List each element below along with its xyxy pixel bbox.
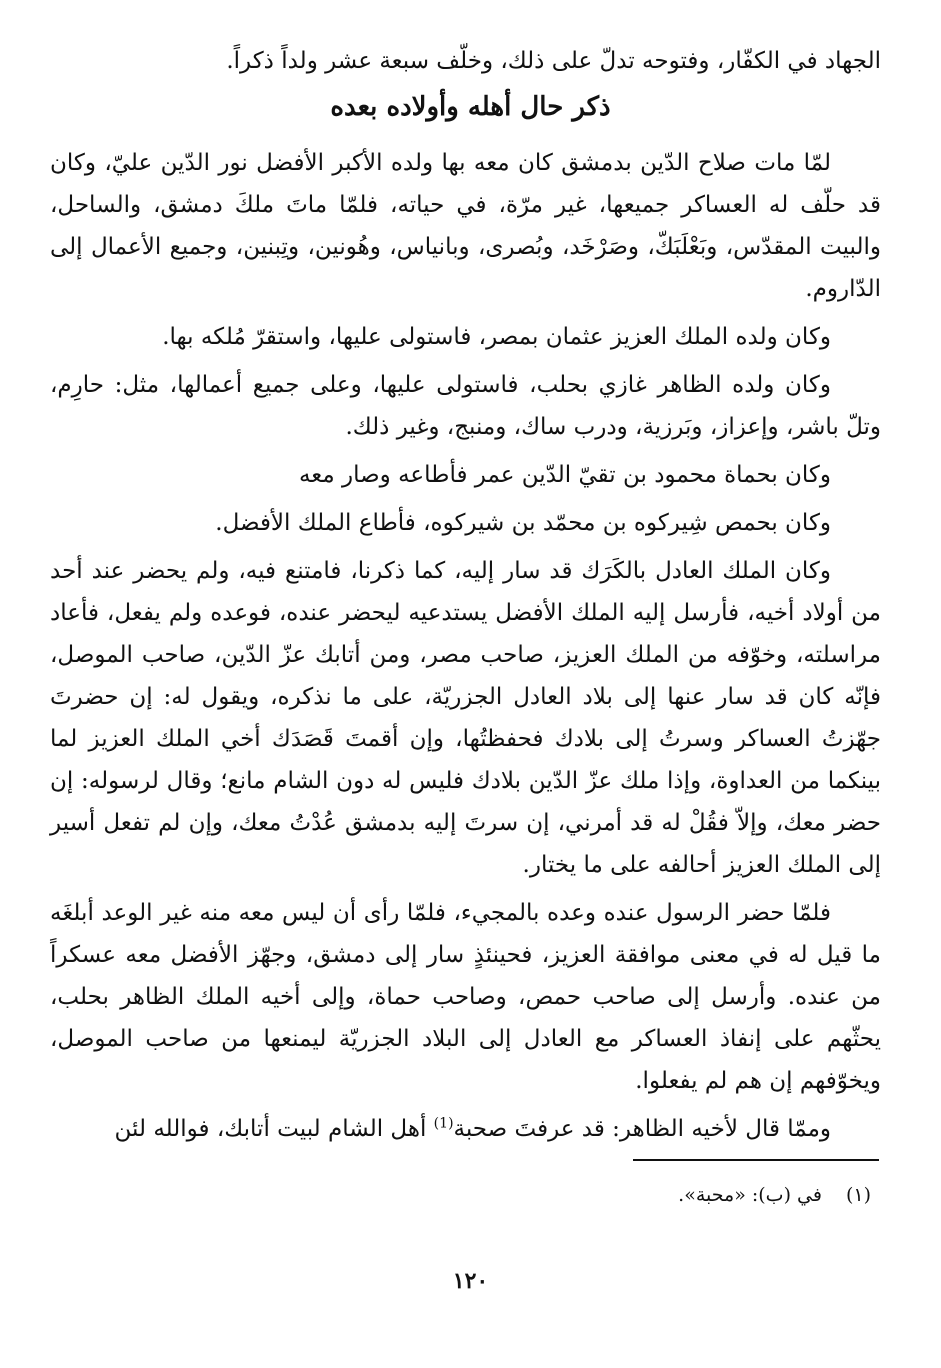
footnote-text: في (ب): «محبة». (678, 1184, 822, 1206)
paragraph-4: وكان بحماة محمود بن تقيّ الدّين عمر فأطاعه وصار معه (298, 462, 831, 488)
paragraph-2: وكان ولده الملك العزيز عثمان بمصر، فاستولى عليها، واستقرّ مُلكه بها. (162, 324, 831, 350)
paragraph-3: وكان ولده الظاهر غازي بحلب، فاستولى عليها، وعلى جميع أعمالها، مثل: حارِم، وتلّ باشر، وإعزاز، وبَرزية، ودرب ساك، ومنبج، وغير ذلك. (50, 372, 881, 440)
footnote-number: (١) (845, 1184, 871, 1206)
paragraph-8 (50, 1108, 881, 1150)
footnote-marker: (1) (433, 1115, 454, 1132)
paragraph-7: فلمّا حضر الرسول عنده وعده بالمجيء، فلمّا رأى أن ليس معه منه غير الوعد أبلغَه ما قيل له في معنى موافقة العزيز، فحينئذٍ سار إلى دمشق، وجهّز الأفضل معه عسكراً من عنده. وأرسل إلى صاحب حمص، وصاحب حماة، وإلى أخيه الملك الظاهر بحلب، يحثّهم على إنفاذ العساكر مع العادل إلى البلاد الجزريّة ليمنعها من صاحب الموصل، ويخوّفهم إن هم لم يفعلوا. (50, 900, 881, 1094)
footnote-divider (633, 1159, 879, 1161)
paragraph-8-end: أهل الشام لبيت أتابك، فوالله لئن (114, 1116, 434, 1142)
paragraph-5: وكان بحمص شِيركوه بن محمّد بن شيركوه، فأطاع الملك الأفضل. (215, 510, 831, 536)
main-text (50, 142, 881, 1150)
intro-block (50, 40, 881, 82)
paragraph-1: لمّا مات صلاح الدّين بدمشق كان معه بها ولده الأكبر الأفضل نور الدّين عليّ، وكان قد حلّف له العساكر جميعها، غير مرّة، في حياته، فلمّا ماتَ ملكَ دمشق، والساحل، والبيت المقدّس، وبَعْلَبَكّ، وصَرْخَد، وبُصرى، وبانياس، وهُونين، وتِبنين، وجميع الأعمال إلى الدّاروم. (50, 150, 881, 302)
section-heading: ذكر حال أهله وأولاده بعده (330, 92, 611, 122)
paragraph-6: وكان الملك العادل بالكَرَك قد سار إليه، كما ذكرنا، فامتنع فيه، ولم يحضر عند أحد من أولاد أخيه، فأرسل إليه الملك الأفضل يستدعيه ليحضر عنده، فوعده ولم يفعل، فأعاد مراسلته، وخوّفه من الملك العزيز، صاحب مصر، ومن أتابك عزّ الدّين، صاحب الموصل، فإنّه كان قد سار عنها إلى بلاد العادل الجزريّة، على ما نذكره، ويقول له: إن حضرتَ جهّزتُ العساكر وسرتُ إلى بلادك فحفظتُها، وإن أقمتَ قَصَدَك أخي الملك العزيز لما بينكما من العداوة، وإذا ملك عزّ الدّين بلادك فليس له دون الشام مانع؛ وقال لرسوله: إن حضر معك، وإلاّ فقُلْ له قد أمرني، إن سرتَ إليه بدمشق عُدْتُ معك، وإن لم تفعل أسير إلى الملك العزيز أحالفه على ما يختار. (50, 558, 881, 878)
paragraph-8-start: وممّا قال لأخيه الظاهر: قد عرفتَ صحبة (453, 1116, 831, 1142)
footnote (60, 1180, 871, 1210)
page-number: ١٢٠ (452, 1268, 489, 1294)
intro-line: الجهاد في الكفّار، وفتوحه تدلّ على ذلك، وخلّف سبعة عشر ولداً ذكراً. (226, 48, 881, 74)
